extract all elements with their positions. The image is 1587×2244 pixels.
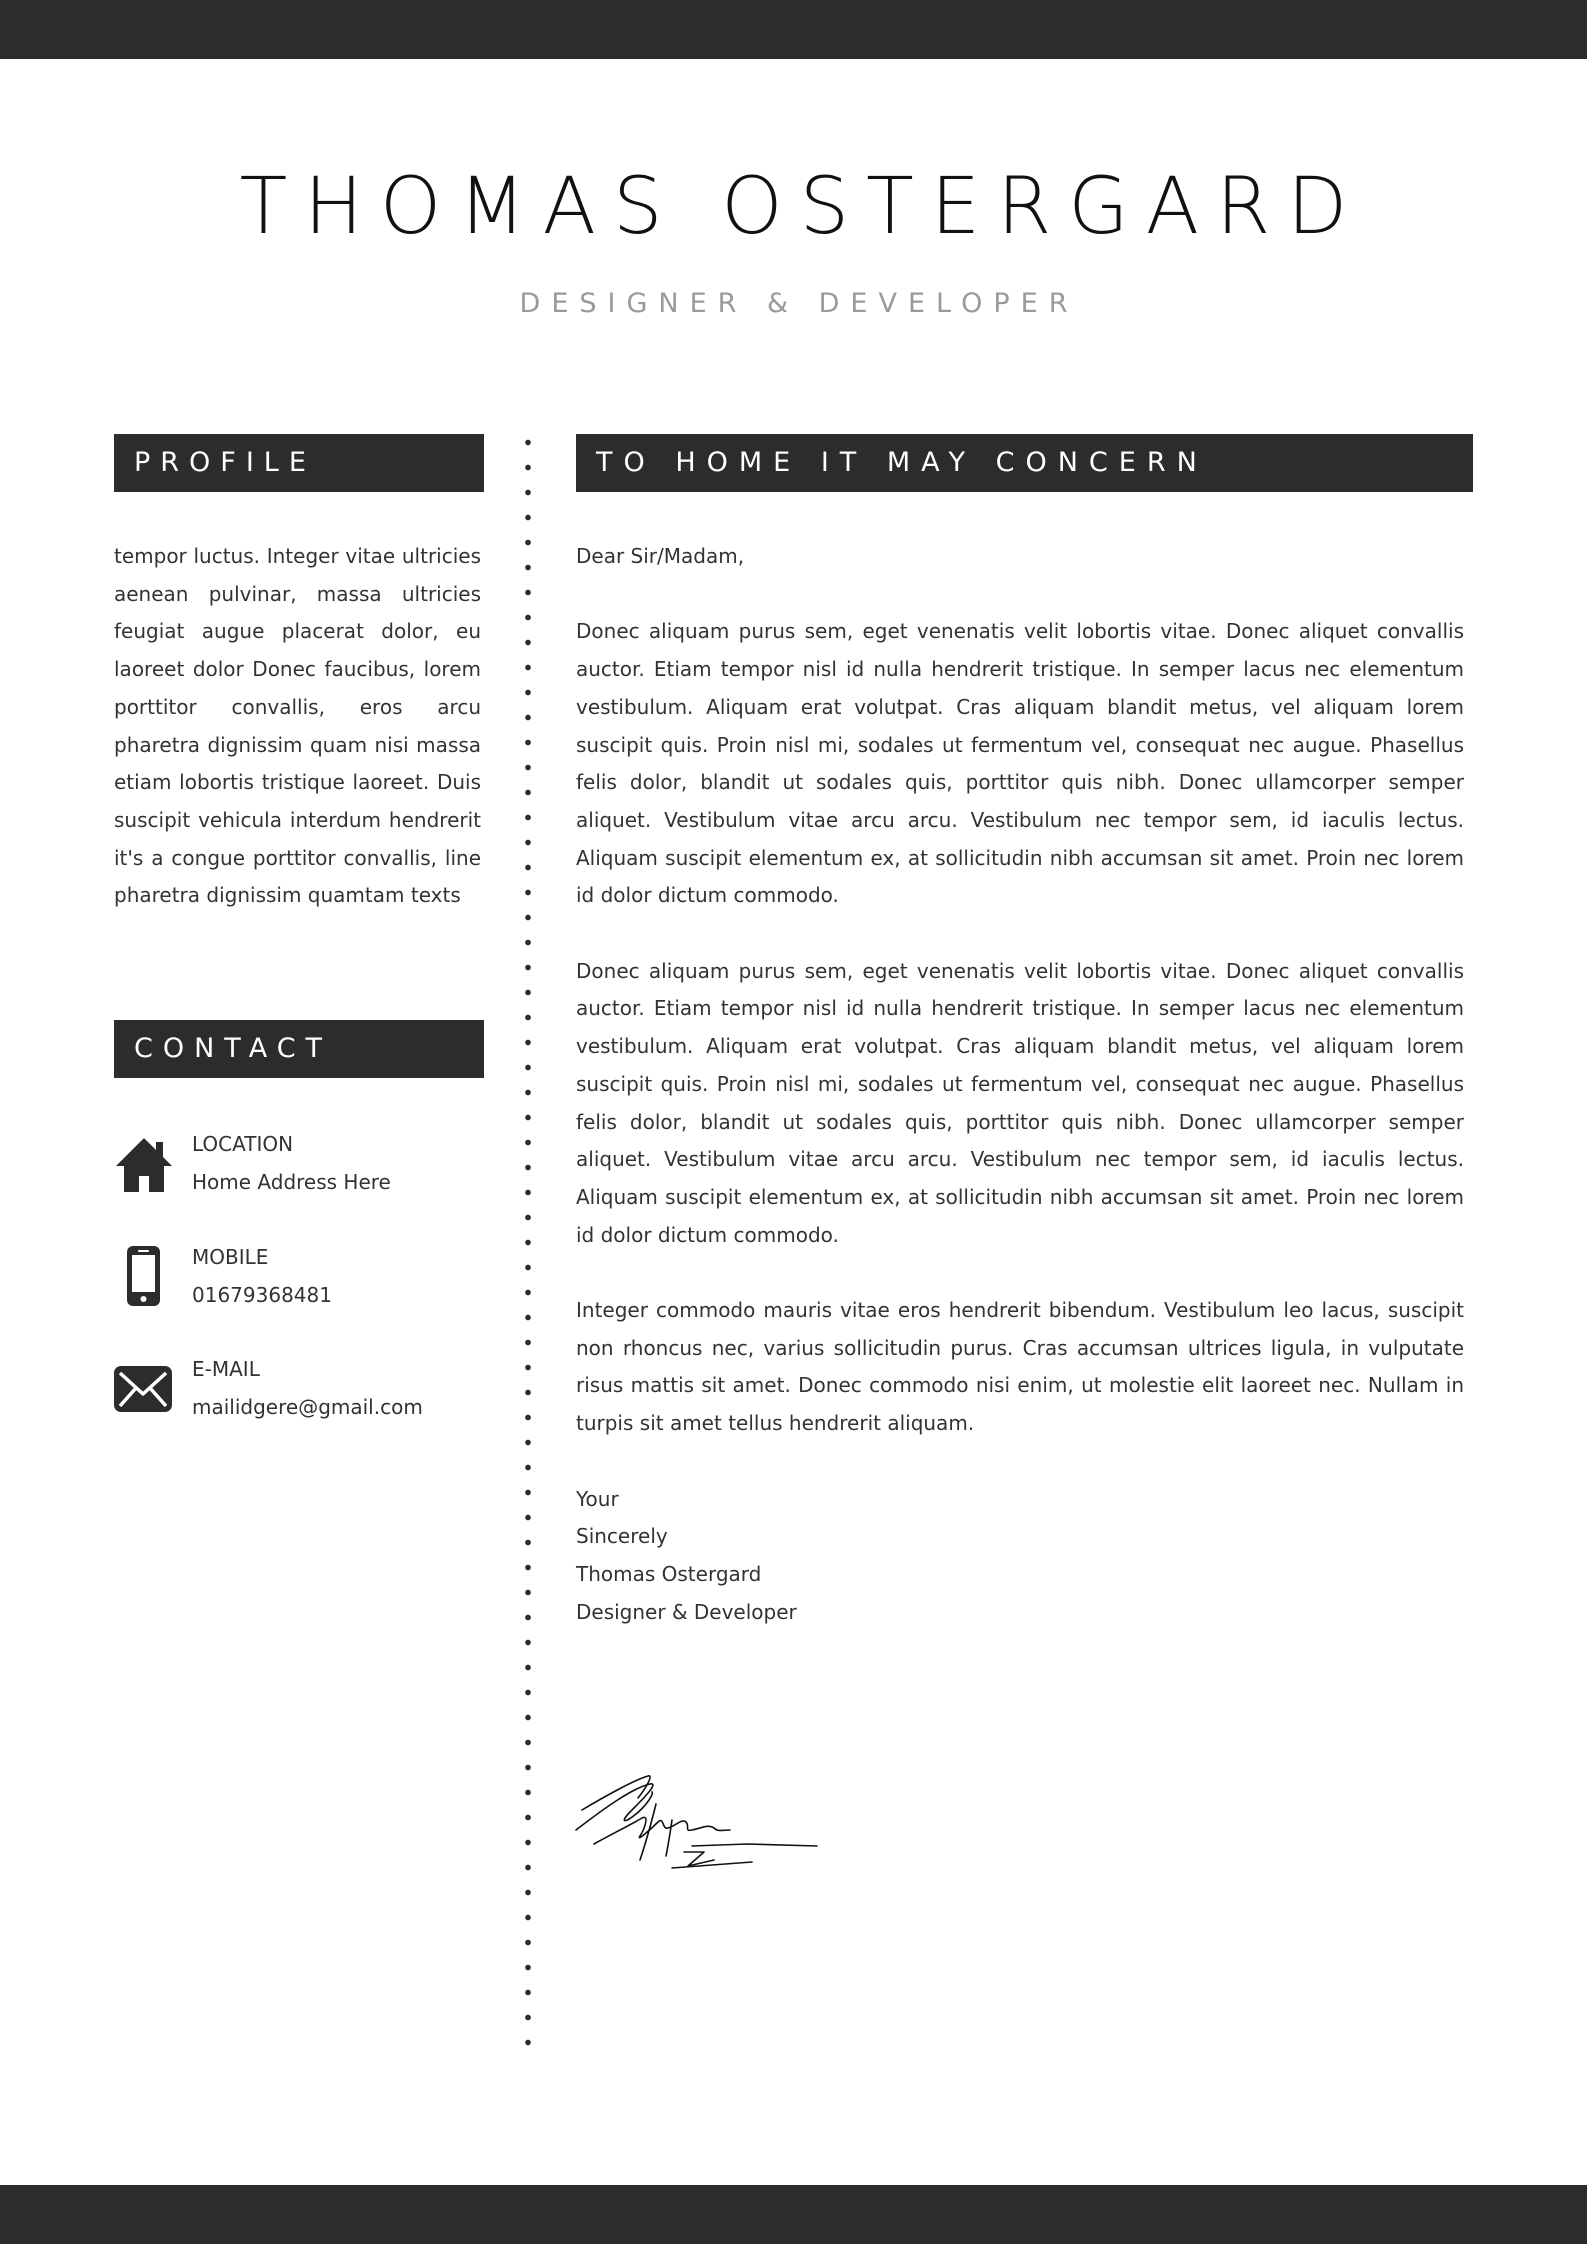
top-bar xyxy=(0,0,1587,59)
bottom-bar xyxy=(0,2185,1587,2244)
letter-heading: TO HOME IT MAY CONCERN xyxy=(576,434,1473,492)
dotted-divider xyxy=(525,430,531,2060)
letter-greeting: Dear Sir/Madam, xyxy=(576,544,745,568)
letter-paragraph: Donec aliquam purus sem, eget venenatis velit lobortis vitae. Donec aliquet convallis auctor. Etiam tempor nisl id nulla hendrerit tristique. In semper lacus nec elementum vestibulum. Aliquam erat volutpat. Cras aliquam blandit metus, vel aliquam lorem suscipit quis. Proin nisl mi, sodales ut fermentum vel, consequat nec augue. Phasellus felis dolor, blandit ut sodales quis, porttitor quis nibh. Donec ullamcorper semper aliquet. Vestibulum vitae arcu arcu. Vestibulum nec tempor sem, id iaculis lectus. Aliquam suscipit elementum ex, at sollicitudin nibh accumsan sit amet. Proin nec lorem id dolor dictum commodo. xyxy=(576,958,1464,1247)
contact-value: 01679368481 xyxy=(192,1283,332,1307)
role-subtitle: DESIGNER & DEVELOPER xyxy=(519,288,1079,319)
mobile-phone-icon xyxy=(114,1245,174,1309)
closing-line: Designer & Developer xyxy=(576,1599,797,1624)
letter-paragraph: Donec aliquam purus sem, eget venenatis velit lobortis vitae. Donec aliquet convallis auctor. Etiam tempor nisl id nulla hendrerit tristique. In semper lacus nec elementum vestibulum. Aliquam erat volutpat. Cras aliquam blandit metus, vel aliquam lorem suscipit quis. Proin nisl mi, sodales ut fermentum vel, consequat nec augue. Phasellus felis dolor, blandit ut sodales quis, porttitor quis nibh. Donec ullamcorper semper aliquet. Vestibulum vitae arcu arcu. Vestibulum nec tempor sem, id iaculis lectus. Aliquam suscipit elementum ex, at sollicitudin nibh accumsan sit amet. Proin nec lorem id dolor dictum commodo. xyxy=(576,619,1464,908)
letter-paragraph: Integer commodo mauris vitae eros hendrerit bibendum. Vestibulum leo lacus, suscipit non rhoncus nec, varius sollicitudin purus. Cras accumsan ultrices ligula, in vulputate risus mattis sit amet. Donec commodo nisi enim, ut molestie elit laoreet nec. Nullam in turpis sit amet tellus hendrerit aliquam. xyxy=(576,1298,1464,1436)
contact-label: LOCATION xyxy=(192,1132,294,1156)
contact-item-location xyxy=(114,1130,494,1210)
closing-line: Your xyxy=(576,1486,619,1511)
contact-item-mobile xyxy=(114,1243,494,1323)
contact-heading: CONTACT xyxy=(114,1020,484,1078)
contact-label: E-MAIL xyxy=(192,1357,260,1381)
home-icon xyxy=(114,1132,174,1196)
contact-label: MOBILE xyxy=(192,1245,269,1269)
contact-value: Home Address Here xyxy=(192,1170,391,1194)
envelope-icon xyxy=(114,1357,174,1421)
profile-heading: PROFILE xyxy=(114,434,484,492)
signature-image xyxy=(572,1760,822,1880)
name-title: THOMAS OSTERGARD xyxy=(239,162,1365,252)
contact-value: mailidgere@gmail.com xyxy=(192,1395,423,1419)
closing-line: Sincerely xyxy=(576,1524,668,1549)
profile-text: tempor luctus. Integer vitae ultricies aenean pulvinar, massa ultricies feugiat augue placerat dolor, eu laoreet dolor Donec faucibus, lorem porttitor convallis, eros arcu pharetra dignissim quam nisi massa etiam lobortis tristique laoreet. Duis suscipit vehicula interdum hendrerit it's a congue porttitor convallis, line pharetra dignissim quamtam texts xyxy=(114,544,481,908)
contact-item-email xyxy=(114,1355,494,1435)
letter-body xyxy=(576,538,1464,1631)
letter-closing xyxy=(576,1481,1464,1632)
closing-line: Thomas Ostergard xyxy=(576,1561,762,1586)
